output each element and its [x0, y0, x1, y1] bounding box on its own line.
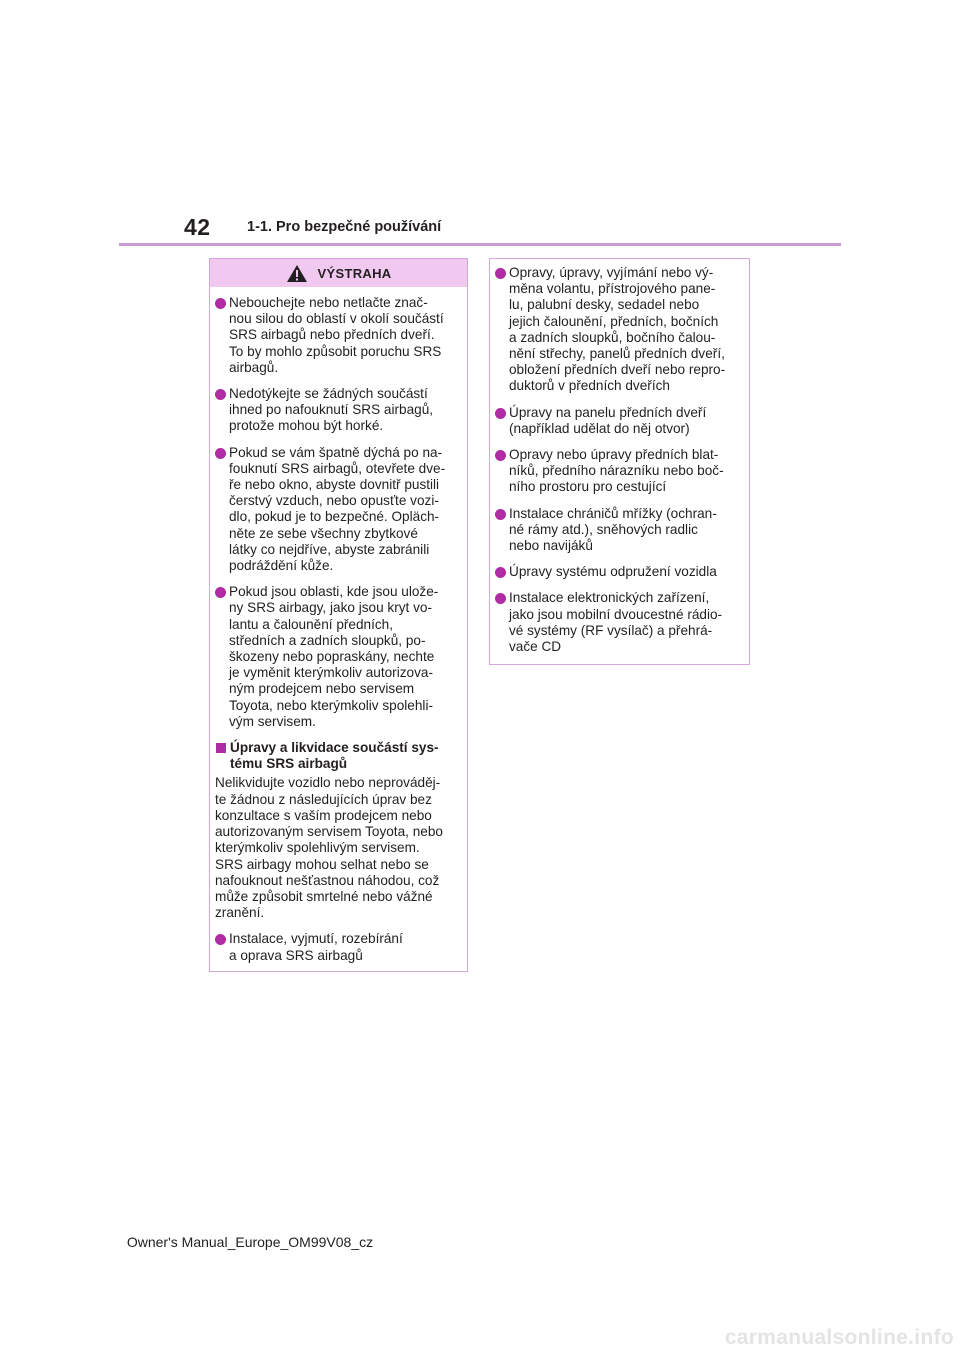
bullet-icon	[495, 509, 506, 520]
warning-header	[210, 259, 467, 287]
continuation-item	[495, 265, 741, 395]
bullet-icon	[215, 934, 226, 945]
continuation-item	[495, 564, 741, 580]
bullet-icon	[495, 593, 506, 604]
warning-body	[210, 287, 467, 964]
warning-item-text: Pokud se vám špatně dýchá po na- fouknutí SRS airbagů, otevřete dve- ře nebo okno, abyste dovnitř pustili čerstvý vzduch, nebo opusťte vozi- dlo, pokud je to bezpečné. Opläch- něte ze sebe všechny zbytkové látky co nejdříve, abyste zabránili podráždění kůže.	[229, 444, 446, 574]
header-divider	[119, 243, 841, 246]
continuation-item-text: Opravy nebo úpravy předních blat- níků, předního nárazníku nebo boč- ního prostoru pro cestující	[509, 447, 724, 495]
continuation-item-text: Úpravy systému odpružení vozidla	[509, 564, 717, 580]
continuation-item	[495, 447, 741, 496]
bullet-icon	[215, 587, 226, 598]
bullet-icon	[215, 448, 226, 459]
page-number: 42	[184, 214, 211, 240]
square-bullet-icon	[216, 743, 226, 753]
continuation-item	[495, 506, 741, 555]
bullet-icon	[495, 450, 506, 461]
bullet-icon	[495, 268, 506, 279]
bullet-icon	[495, 567, 506, 578]
warning-item-text: Nedotýkejte se žádných součástí ihned po nafouknutí SRS airbagů, protože mohou být horké.	[229, 386, 434, 434]
warning-title: VÝSTRAHA	[317, 265, 392, 281]
footer-text: Owner's Manual_Europe_OM99V08_cz	[126, 1234, 374, 1250]
continuation-item-text: Instalace chráničů mřížky (ochran- né rámy atd.), sněhových radlic nebo navijáků	[509, 505, 717, 554]
bullet-icon	[215, 298, 226, 309]
warning-item-text: Nebouchejte nebo netlačte znač- nou silou do oblastí v okolí součástí SRS airbagů nebo předních dveří. To by mohlo způsobit poruchu SRS airbagů.	[229, 295, 444, 375]
warning-item-text: Pokud jsou oblasti, kde jsou ulože- ny SRS airbagy, jako jsou kryt vo- lantu a čalounění předních, středních a zadních sloupků, po- škozeny nebo popraskány, nechte je vyměnit kterýmkoliv autorizova- ným prodejcem nebo servisem Toyota, nebo kterýmkoliv spolehli- vým servisem.	[229, 584, 439, 729]
section-title: 1-1. Pro bezpečné používání	[247, 219, 442, 235]
continuation-box	[489, 258, 750, 665]
warning-subheading	[215, 740, 459, 772]
warning-paragraph: Nelikvidujte vozidlo nebo neprováděj- te žádnou z následujících úprav bez konzultace s vaším prodejcem nebo autorizovaným servisem Toyota, nebo kterýmkoliv spolehlivým servisem. SRS airbagy mohou selhat nebo se nafouknout nešťastnou náhodou, což může způsobit smrtelné nebo vážné zranění.	[215, 775, 443, 921]
warning-item	[215, 584, 459, 730]
continuation-item-text: Instalace elektronických zařízení, jako jsou mobilní dvoucestné rádio- vé systémy (RF vysílač) a přehrá- vače CD	[509, 590, 723, 655]
continuation-item	[495, 590, 741, 655]
warning-item	[215, 445, 459, 575]
warning-box	[209, 258, 468, 972]
warning-item	[215, 931, 459, 963]
subheading-text: Úpravy a likvidace součástí sys- tému SRS airbagů	[230, 740, 439, 772]
warning-item	[215, 295, 459, 376]
bullet-icon	[215, 389, 226, 400]
warning-item	[215, 386, 459, 435]
bullet-icon	[495, 408, 506, 419]
continuation-item	[495, 405, 741, 437]
watermark: carmanualsonline.info	[724, 1326, 954, 1349]
warning-item-text: Instalace, vyjmutí, rozebírání a oprava SRS airbagů	[229, 931, 403, 963]
continuation-item-text: Opravy, úpravy, vyjímání nebo vý- měna volantu, přístrojového pane- lu, palubní desky, sedadel nebo jejich čalounění, předních, bočních a zadních sloupků, bočního čalou- nění střechy, panelů předních dveří, obložení předních dveří nebo repro- duktorů v předních dveřích	[509, 265, 726, 394]
warning-triangle-icon	[286, 264, 308, 283]
continuation-item-text: Úpravy na panelu předních dveří (například udělat do něj otvor)	[509, 404, 707, 436]
